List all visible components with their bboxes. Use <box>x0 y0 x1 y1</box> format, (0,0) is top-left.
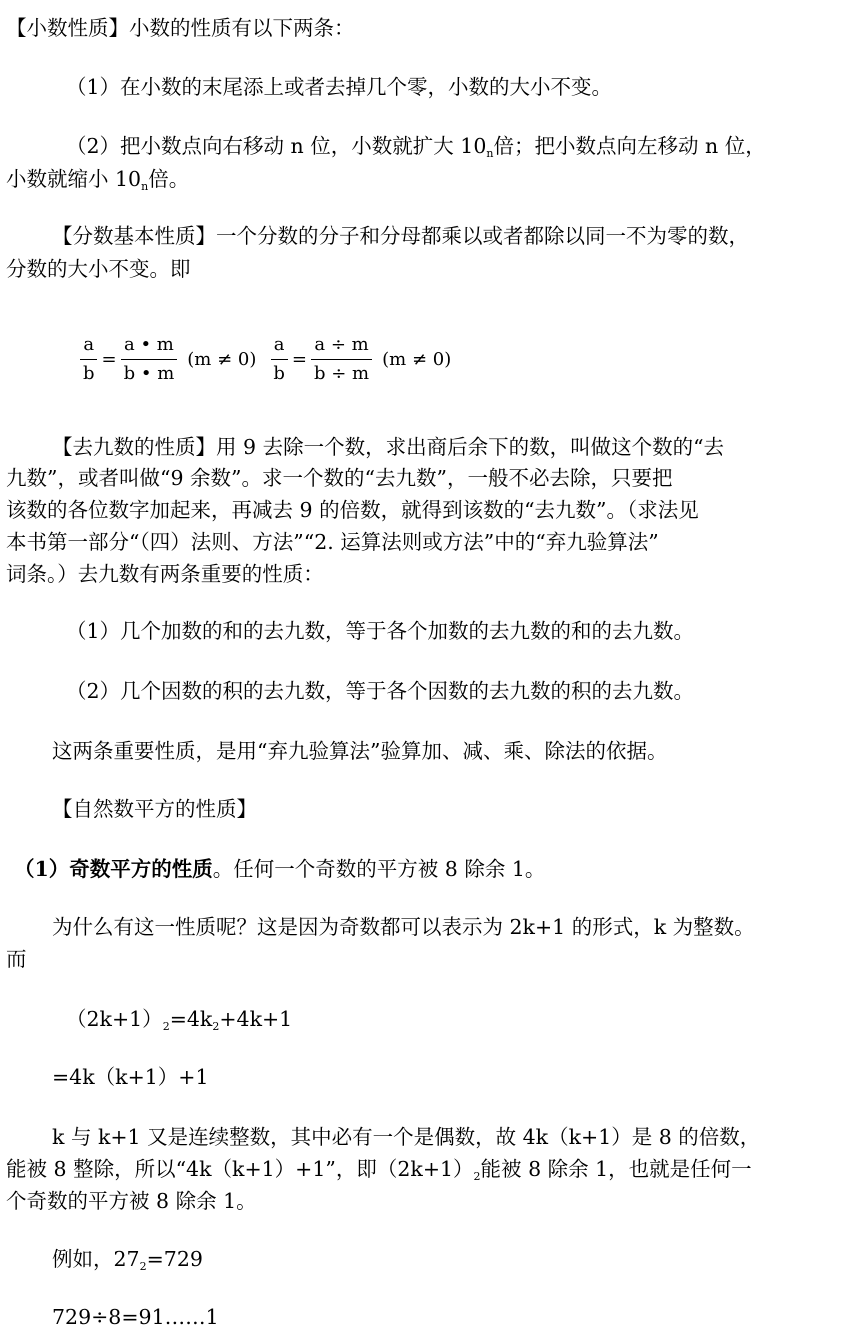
decimal-p2-exponent-1: n <box>486 147 494 160</box>
fraction-line2: 分数的大小不变。即 <box>6 257 191 281</box>
eq1-part-c: +4k+1 <box>219 1007 293 1031</box>
squares-proof-line2 <box>6 1154 752 1184</box>
decimal-p2-text-b: 倍；把小数点向左移动 n 位， <box>493 134 766 158</box>
equals-sign-2: = <box>291 348 307 370</box>
nines-line4: 本书第一部分“（四）法则、方法”“2. 运算法则或方法”中的“弃九验算法” <box>6 530 659 554</box>
decimal-heading-line <box>6 13 355 43</box>
nines-title: 【去九数的性质】 <box>52 435 216 459</box>
proof-line2-part-b: 能被 8 除余 1，也就是任何一 <box>480 1157 752 1181</box>
fraction-adivm-over-bdivm <box>311 333 372 386</box>
squares-title: 【自然数平方的性质】 <box>52 797 257 821</box>
numerator: a <box>271 333 288 360</box>
nines-property-1: （1）几个加数的和的去九数，等于各个加数的去九数的和的去九数。 <box>66 619 695 643</box>
nines-line5: 词条。）去九数有两条重要的性质： <box>6 562 324 586</box>
numerator: a ÷ m <box>311 333 371 360</box>
decimal-p2-text-c: 小数就缩小 10 <box>6 167 142 191</box>
squares-example <box>52 1244 203 1274</box>
nines-line1: 用 9 去除一个数，求出商后余下的数，叫做这个数的“去 <box>216 435 725 459</box>
condition-2: (m ≠ 0) <box>382 348 452 370</box>
eq1-part-b: =4k <box>169 1007 213 1031</box>
eq1-exponent-1: 2 <box>162 1020 170 1033</box>
numerator: a • m <box>121 333 177 360</box>
denominator: b • m <box>123 362 175 384</box>
equals-sign-1: = <box>101 348 117 370</box>
denominator: b <box>83 362 95 384</box>
decimal-p2-text-d: 倍。 <box>148 167 190 191</box>
decimal-property-1: （1）在小数的末尾添上或者去掉几个零，小数的大小不变。 <box>66 75 613 99</box>
squares-why-line1: 为什么有这一性质呢？这是因为奇数都可以表示为 2k+1 的形式，k 为整数。 <box>52 915 755 939</box>
fraction-a-over-b-1 <box>80 333 98 386</box>
fraction-title: 【分数基本性质】 <box>52 224 216 248</box>
decimal-title: 【小数性质】 <box>6 16 129 40</box>
numerator: a <box>80 333 97 360</box>
squares-equation-1 <box>66 1004 292 1034</box>
example-part-b: =729 <box>146 1247 203 1271</box>
example-exponent: 2 <box>139 1260 147 1273</box>
nines-summary: 这两条重要性质，是用“弃九验算法”验算加、减、乘、除法的依据。 <box>52 739 668 763</box>
example-part-a: 例如，27 <box>52 1247 140 1271</box>
fraction-a-over-b-2 <box>270 333 288 386</box>
condition-1: (m ≠ 0) <box>187 348 257 370</box>
squares-proof-line3: 个奇数的平方被 8 除余 1。 <box>6 1189 257 1213</box>
eq1-exponent-2: 2 <box>212 1020 220 1033</box>
decimal-property-2 <box>66 131 766 161</box>
decimal-p2-text-a: （2）把小数点向右移动 n 位，小数就扩大 10 <box>66 134 487 158</box>
squares-equation-2: =4k（k+1）+1 <box>52 1065 209 1089</box>
proof-line2-exponent: 2 <box>473 1170 481 1183</box>
squares-property-1-text: 。任何一个奇数的平方被 8 除余 1。 <box>212 857 546 881</box>
squares-proof-line1: k 与 k+1 又是连续整数，其中必有一个是偶数，故 4k（k+1）是 8 的倍数， <box>52 1125 761 1149</box>
squares-property-1 <box>14 854 545 884</box>
squares-property-1-heading: （1）奇数平方的性质 <box>14 857 213 881</box>
decimal-p2-exponent-2: n <box>141 180 149 193</box>
decimal-property-2-cont <box>6 164 189 194</box>
nines-property-2: （2）几个因数的积的去九数，等于各个因数的去九数的积的去九数。 <box>66 679 695 703</box>
squares-why-line2: 而 <box>6 947 27 971</box>
proof-line2-part-a: 能被 8 整除，所以“4k（k+1）+1”，即（2k+1） <box>6 1157 474 1181</box>
fraction-formula <box>80 328 500 390</box>
fraction-line1: 一个分数的分子和分母都乘以或者都除以同一不为零的数， <box>216 224 749 248</box>
nines-heading-line <box>52 432 724 462</box>
denominator: b <box>273 362 285 384</box>
fraction-am-over-bm <box>121 333 178 386</box>
denominator: b ÷ m <box>314 362 370 384</box>
squares-example-calc: 729÷8=91……1 <box>52 1305 219 1329</box>
nines-line3: 该数的各位数字加起来，再减去 9 的倍数，就得到该数的“去九数”。（求法见 <box>6 498 699 522</box>
decimal-intro: 小数的性质有以下两条： <box>129 16 355 40</box>
eq1-part-a: （2k+1） <box>66 1007 163 1031</box>
nines-line2: 九数”，或者叫做“9 余数”。求一个数的“去九数”，一般不必去除，只要把 <box>6 466 673 490</box>
fraction-heading-line <box>52 221 749 251</box>
